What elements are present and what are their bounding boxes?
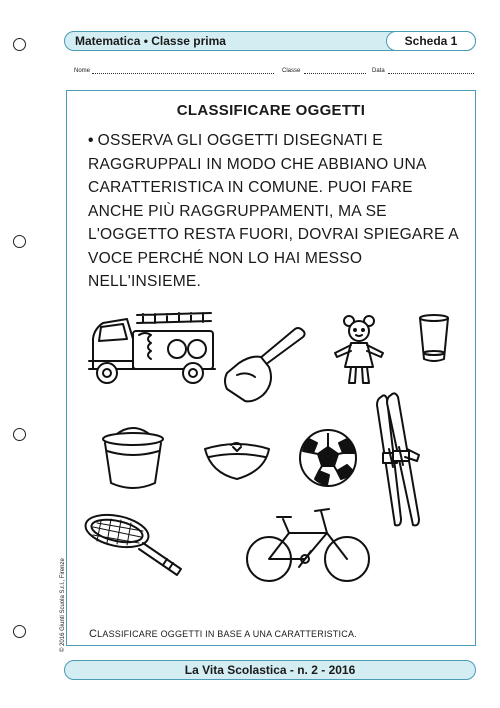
date-line[interactable] [388, 73, 474, 74]
skis-icon [371, 391, 447, 531]
date-label: Data [372, 68, 385, 74]
class-label: Classe [282, 68, 301, 74]
binder-hole-3 [13, 428, 26, 441]
worksheet-box [66, 90, 476, 646]
binder-hole-2 [13, 235, 26, 248]
swim-cap-icon [201, 437, 273, 483]
doll-icon [329, 313, 389, 389]
tennis-racket-icon [81, 511, 191, 579]
class-line[interactable] [304, 73, 366, 74]
instructions-text [88, 129, 458, 294]
footer-bar: La Vita Scolastica - n. 2 - 2016 [64, 660, 476, 680]
binder-hole-4 [13, 625, 26, 638]
soccer-ball-icon [297, 427, 359, 489]
bicycle-icon [243, 505, 373, 585]
header-bar [64, 31, 476, 51]
name-line[interactable] [92, 73, 274, 74]
caption-text: LASSIFICARE OGGETTI IN BASE A UNA CARATTERISTICA. [97, 629, 357, 639]
binder-hole-1 [13, 38, 26, 51]
name-label: Nome [74, 68, 91, 74]
subject-label: Matematica • Classe prima [75, 34, 226, 48]
instructions-body: OSSERVA GLI OGGETTI DISEGNATI E RAGGRUPPALI IN MODO CHE ABBIANO UNA CARATTERISTICA IN COMUNE. PUOI FARE ANCHE PIÙ RAGGRUPPAMENTI, MA SE L'OGGETTO RESTA FUORI, DOVRAI SPIEGARE A VOCE PERCHÉ NON LO HAI MESSO NELL'INSIEME. [88, 132, 459, 290]
bullet: • [88, 132, 94, 149]
caption-initial: C [89, 628, 98, 640]
shovel-icon [217, 323, 309, 409]
bucket-icon [97, 421, 169, 493]
glass-icon [417, 313, 451, 365]
copyright-text: © 2016 Giunti Scuola S.r.l., Firenze [60, 558, 66, 652]
worksheet-caption [89, 628, 357, 640]
worksheet-title: CLASSIFICARE OGGETTI [176, 102, 366, 119]
sheet-number: Scheda 1 [386, 31, 476, 51]
fire-truck-icon [85, 309, 220, 387]
